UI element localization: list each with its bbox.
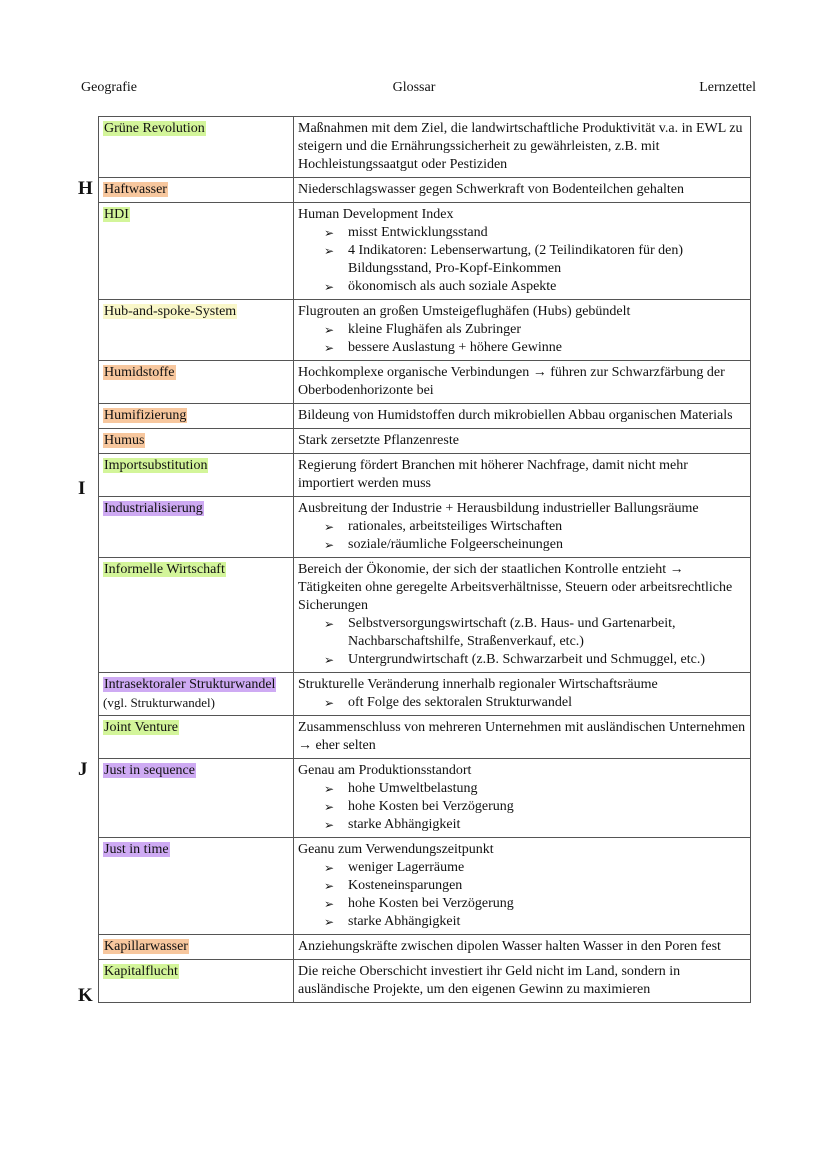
table-row [99,838,751,935]
definition-text: Bereich der Ökonomie, der sich der staatlichen Kontrolle entzieht → Tätigkeiten ohne geregelte Arbeitsverhältnisse, Steuern oder arbeitsrechtliche Sicherungen [298,562,733,613]
term-label: Hub-and-spoke-System [104,304,237,319]
list-item: ➢ misst Entwicklungsstand [298,224,746,242]
term-cell [99,960,294,1003]
table-row [99,454,751,497]
term-cell [99,429,294,454]
term-cell [99,300,294,361]
glossary-table [98,116,751,1003]
term-label: Just in time [104,842,169,857]
table-row [99,203,751,300]
header-subject: Geografie [81,80,137,95]
definition-cell [294,300,751,361]
bullet-list [298,780,746,834]
cross-reference-note: (vgl. Strukturwandel) [103,695,215,710]
list-item: ➢ Untergrundwirtschaft (z.B. Schwarzarbeit und Schmuggel, etc.) [298,651,746,669]
definition-cell [294,404,751,429]
term-label: Haftwasser [104,182,167,197]
list-item: ➢ hohe Kosten bei Verzögerung [298,798,746,816]
bullet-list [298,859,746,931]
definition-text: Bildeung von Humidstoffen durch mikrobiellen Abbau organischen Materials [298,408,733,423]
definition-cell [294,454,751,497]
section-letter-j: J [78,759,88,780]
definition-text: Die reiche Oberschicht investiert ihr Geld nicht im Land, sondern in ausländische Projekte, um den eigenen Gewinn zu maximieren [298,964,681,997]
term-cell [99,935,294,960]
term-cell [99,178,294,203]
definition-cell [294,558,751,673]
definition-cell [294,935,751,960]
definition-text: Hochkomplexe organische Verbindungen → führen zur Schwarzfärbung der Oberbodenhorizonte bei [298,365,725,398]
definition-cell [294,497,751,558]
list-item: ➢ Kosteneinsparungen [298,877,746,895]
definition-cell [294,759,751,838]
term-label: Industrialisierung [104,501,203,516]
definition-cell [294,361,751,404]
term-cell [99,558,294,673]
list-item: ➢ hohe Umweltbelastung [298,780,746,798]
term-label: Humifizierung [104,408,187,423]
table-row [99,935,751,960]
term-label: Humus [104,433,145,448]
term-label: Joint Venture [104,720,179,735]
term-cell [99,759,294,838]
definition-text: Regierung fördert Branchen mit höherer Nachfrage, damit nicht mehr importiert werden muss [298,458,688,491]
term-cell [99,404,294,429]
definition-cell [294,838,751,935]
bullet-list [298,518,746,554]
list-item: ➢ 4 Indikatoren: Lebenserwartung, (2 Teilindikatoren für den) Bildungsstand, Pro-Kopf-Einkommen [298,242,746,278]
list-item: ➢ rationales, arbeitsteiliges Wirtschaften [298,518,746,536]
definition-text: Niederschlagswasser gegen Schwerkraft von Bodenteilchen gehalten [298,182,685,197]
list-item: ➢ kleine Flughäfen als Zubringer [298,321,746,339]
term-cell [99,673,294,716]
table-row [99,716,751,759]
term-label: Grüne Revolution [104,121,205,136]
definition-text: Maßnahmen mit dem Ziel, die landwirtschaftliche Produktivität v.a. in EWL zu steigern und die Ernährungssicherheit zu gewährleisten, z.B. mit Hochleistungssaatgut oder Pestiziden [298,121,743,172]
term-cell [99,361,294,404]
list-item: ➢ Selbstversorgungswirtschaft (z.B. Haus- und Gartenarbeit, Nachbarschaftshilfe, Straßenverkauf, etc.) [298,615,746,651]
table-row [99,558,751,673]
definition-text: Ausbreitung der Industrie + Herausbildung industrieller Ballungsräume [298,501,699,516]
table-row [99,673,751,716]
table-row [99,429,751,454]
table-row [99,117,751,178]
header-type: Lernzettel [699,80,756,95]
definition-text: Anziehungskräfte zwischen dipolen Wasser halten Wasser in den Poren fest [298,939,721,954]
term-cell [99,117,294,178]
term-label: Importsubstitution [104,458,208,473]
bullet-list [298,615,746,669]
term-label: Kapillarwasser [104,939,188,954]
list-item: ➢ ökonomisch als auch soziale Aspekte [298,278,746,296]
table-row [99,404,751,429]
table-row [99,361,751,404]
list-item: ➢ bessere Auslastung + höhere Gewinne [298,339,746,357]
definition-cell [294,960,751,1003]
definition-cell [294,203,751,300]
definition-text: Geanu zum Verwendungszeitpunkt [298,842,494,857]
term-cell [99,454,294,497]
definition-cell [294,673,751,716]
list-item: ➢ soziale/räumliche Folgeerscheinungen [298,536,746,554]
definition-text: Flugrouten an großen Umsteigeflughäfen (Hubs) gebündelt [298,304,631,319]
section-letter-h: H [78,178,93,199]
definition-text: Genau am Produktionsstandort [298,763,472,778]
term-label: Intrasektoraler Strukturwandel [104,677,276,692]
table-row [99,300,751,361]
bullet-list [298,694,746,712]
term-label: Just in sequence [104,763,195,778]
definition-cell [294,178,751,203]
list-item: ➢ starke Abhängigkeit [298,816,746,834]
definition-text: Human Development Index [298,207,454,222]
table-row [99,497,751,558]
definition-cell [294,716,751,759]
term-cell [99,497,294,558]
definition-text: Strukturelle Veränderung innerhalb regionaler Wirtschaftsräume [298,677,658,692]
term-cell [99,838,294,935]
list-item: ➢ starke Abhängigkeit [298,913,746,931]
header-title: Glossar [392,80,436,95]
term-label: Kapitalflucht [104,964,178,979]
section-letter-i: I [78,478,86,499]
term-cell [99,203,294,300]
term-label: Informelle Wirtschaft [104,562,225,577]
list-item: ➢ hohe Kosten bei Verzögerung [298,895,746,913]
bullet-list [298,321,746,357]
term-cell [99,716,294,759]
term-label: HDI [104,207,129,222]
definition-text: Zusammenschluss von mehreren Unternehmen mit ausländischen Unternehmen → eher selten [298,720,746,753]
list-item: ➢ weniger Lagerräume [298,859,746,877]
definition-text: Stark zersetzte Pflanzenreste [298,433,459,448]
table-row [99,759,751,838]
section-letter-k: K [78,985,93,1006]
table-row [99,960,751,1003]
term-label: Humidstoffe [104,365,175,380]
definition-cell [294,429,751,454]
definition-cell [294,117,751,178]
list-item: ➢ oft Folge des sektoralen Strukturwandel [298,694,746,712]
table-row [99,178,751,203]
bullet-list [298,224,746,296]
